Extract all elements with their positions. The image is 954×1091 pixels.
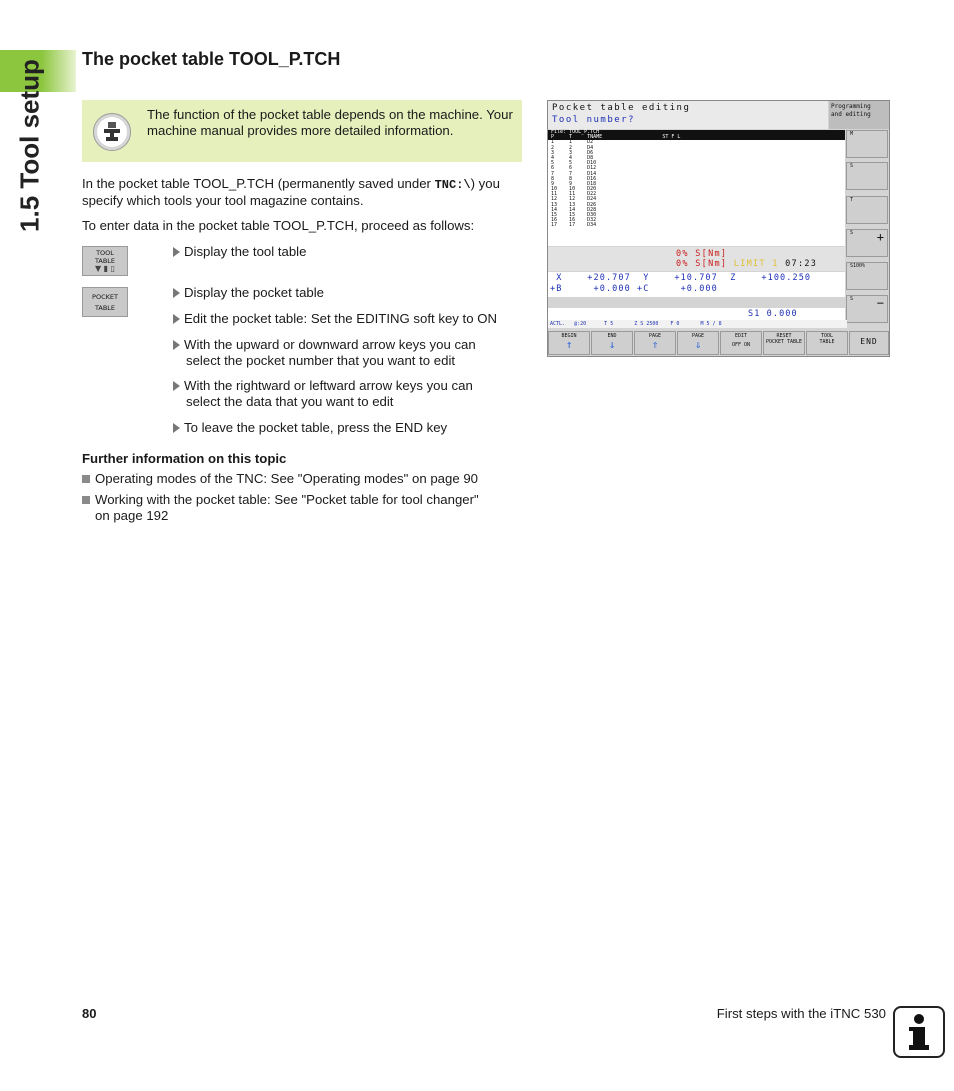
table-row: 15 15 D30 [551, 212, 597, 218]
further-item-1-text: Operating modes of the TNC: See "Operating modes" on page 90 [95, 471, 478, 486]
table-row: 11 11 D22 [551, 191, 597, 198]
section-title: The pocket table TOOL_P.TCH [82, 49, 341, 69]
arrow-up-icon: ↑ [565, 338, 573, 351]
right-softkey-m[interactable] [846, 130, 888, 158]
step-3-text: Edit the pocket table: Set the EDITING soft key to ON [184, 311, 497, 326]
spindle-row [548, 308, 845, 320]
step-6-text: To leave the pocket table, press the END key [184, 420, 448, 435]
table-row: 10 10 D20 [551, 186, 597, 193]
right-softkey-label: T [850, 197, 854, 203]
table-row: 17 17 D34 [551, 222, 597, 229]
softkey-reset-pocket-table[interactable] [763, 331, 805, 355]
step-1-text: Display the tool table [184, 244, 307, 259]
step-5 [173, 378, 533, 410]
softkey-label-sub: POCKET TABLE [765, 339, 803, 345]
minus-icon: − [876, 296, 884, 310]
arrow-right-icon [173, 381, 180, 391]
machine-glyph [104, 122, 120, 142]
tool-table-softkey-line2: TABLE [94, 257, 116, 265]
screen-header [548, 101, 828, 129]
right-softkey-t[interactable] [846, 196, 888, 224]
plus-icon: + [876, 230, 884, 244]
softkey-label: END [607, 333, 617, 339]
softkey-label: EDIT [734, 333, 748, 339]
screen-mode-line2: and editing [831, 111, 871, 118]
right-softkey-label: S [850, 163, 854, 169]
table-file-line: File: TOOL_P.TCH [548, 130, 845, 135]
arrow-down-icon: ↓ [608, 338, 616, 351]
softkey-page-up[interactable] [634, 331, 676, 355]
table-row: 8 8 D16 [551, 175, 597, 182]
softkey-end[interactable] [849, 331, 889, 355]
page-up-icon: ⇑ [651, 338, 659, 351]
right-softkey-label: S [850, 230, 854, 236]
note-text: The function of the pocket table depends on the machine. Your machine manual provides more detailed information. [147, 107, 513, 138]
step-2-text: Display the pocket table [184, 285, 325, 300]
step-3 [173, 311, 533, 327]
status-time: 07:23 [785, 259, 818, 269]
step-2 [173, 285, 533, 301]
status-line2-text: 0% S[Nm] [676, 259, 728, 269]
tool-table-softkey-line1: TOOL [96, 249, 114, 257]
arrow-right-icon [173, 247, 180, 257]
table-row: 16 16 D32 [551, 217, 597, 224]
position-line2: +B +0.000 +C +0.000 [550, 284, 718, 294]
position-line1: X +20.707 Y +10.707 Z +100.250 [550, 273, 812, 283]
softkey-label: PAGE [648, 333, 662, 339]
pocket-table-grid [548, 130, 845, 246]
further-item-2[interactable] [82, 492, 527, 524]
softkey-label: END [860, 337, 878, 346]
tool-table-softkey[interactable] [82, 246, 128, 276]
status-line2 [676, 259, 817, 269]
right-softkey-label: M [850, 131, 854, 137]
machine-note-box [82, 100, 522, 162]
info-glyph [895, 1008, 943, 1056]
intro-paragraph [82, 176, 524, 209]
table-row: 7 7 D14 [551, 170, 597, 177]
control-screenshot [547, 100, 890, 357]
softkey-begin[interactable] [548, 331, 590, 355]
step-5-text-cont: select the data that you want to edit [186, 394, 394, 409]
spindle-value: S1 0.000 [748, 309, 798, 319]
bullet-square-icon [82, 475, 90, 483]
status-area [548, 247, 845, 271]
table-row: 3 3 D6 [551, 149, 594, 156]
further-item-1[interactable] [82, 471, 527, 487]
right-softkey-label: S [850, 296, 854, 302]
machine-icon [93, 113, 131, 151]
softkey-label-sub: OFF ON [731, 342, 751, 348]
screen-header-line1: Pocket table editing [552, 103, 691, 113]
footer-text: First steps with the iTNC 530 [716, 1006, 886, 1021]
intro-before: In the pocket table TOOL_P.TCH (permanently saved under [82, 176, 435, 191]
table-row: 12 12 D24 [551, 196, 597, 203]
right-softkey-s100[interactable] [846, 262, 888, 290]
further-item-2-text-cont: on page 192 [95, 508, 169, 523]
table-column-header: P T TNAME ST F L [548, 135, 845, 140]
table-row: 5 5 D10 [551, 160, 597, 167]
softkey-page-down[interactable] [677, 331, 719, 355]
screen-header-line2: Tool number? [552, 115, 636, 125]
pocket-table-softkey-line2: TABLE [94, 304, 116, 312]
screen-mode-line1: Programming [831, 103, 871, 110]
info-icon [893, 1006, 945, 1058]
table-row: 1 1 D2 [551, 139, 594, 146]
tool-icon: ▼ ▮ ▯ [94, 264, 116, 273]
chapter-tab-label: 1.5 Tool setup [14, 59, 45, 232]
right-softkey-s[interactable] [846, 162, 888, 190]
softkey-label-sub: TABLE [819, 339, 835, 345]
softkey-label: PAGE [691, 333, 705, 339]
chapter-tab [0, 0, 76, 300]
table-row: 14 14 D28 [551, 206, 597, 213]
intro-after: ) you specify which tools your tool magazine contains. [82, 176, 500, 208]
status-line1: 0% S[Nm] [676, 249, 728, 259]
softkey-label: RESET [776, 333, 792, 339]
step-4-text: With the upward or downward arrow keys you can [184, 337, 476, 352]
table-row: 4 4 D8 [551, 154, 594, 161]
status-limit: LIMIT 1 [733, 259, 779, 269]
arrow-right-icon [173, 423, 180, 433]
arrow-right-icon [173, 314, 180, 324]
step-4-text-cont: select the pocket number that you want to edit [186, 353, 456, 368]
right-softkey-s-minus[interactable] [846, 295, 888, 323]
page-number: 80 [82, 1006, 97, 1021]
softkey-label: BEGIN [561, 333, 577, 339]
softkey-end-arrow[interactable] [591, 331, 633, 355]
table-row: 13 13 D26 [551, 201, 597, 208]
table-row: 2 2 D4 [551, 144, 594, 151]
pocket-table-softkey[interactable] [82, 287, 128, 317]
bullet-square-icon [82, 496, 90, 504]
enter-instructions: To enter data in the pocket table TOOL_P.TCH, proceed as follows: [82, 218, 475, 233]
table-row: 9 9 D18 [551, 180, 597, 187]
step-1 [173, 244, 533, 260]
further-item-2-text: Working with the pocket table: See "Pocket table for tool changer" [95, 492, 479, 507]
pocket-table-softkey-line1: POCKET [92, 293, 118, 301]
intro-code: TNC:\ [434, 178, 471, 192]
arrow-right-icon [173, 288, 180, 298]
screen-mode [829, 101, 889, 129]
softkey-edit-toggle[interactable] [720, 331, 762, 355]
step-4 [173, 337, 533, 369]
step-6 [173, 420, 533, 436]
actual-values-bar: ACTL. @:20 T 5 Z S 2500 F 0 M 5 / 8 [548, 320, 847, 328]
arrow-right-icon [173, 340, 180, 350]
table-row: 6 6 D12 [551, 165, 597, 172]
position-display [548, 272, 845, 297]
softkey-label: TOOL [820, 333, 834, 339]
right-softkey-s-plus[interactable] [846, 229, 888, 257]
right-softkey-label: S100% [850, 263, 866, 269]
softkey-tool-table[interactable] [806, 331, 848, 355]
page-down-icon: ⇓ [694, 338, 702, 351]
further-info-heading: Further information on this topic [82, 451, 287, 466]
step-5-text: With the rightward or leftward arrow keys you can [184, 378, 473, 393]
